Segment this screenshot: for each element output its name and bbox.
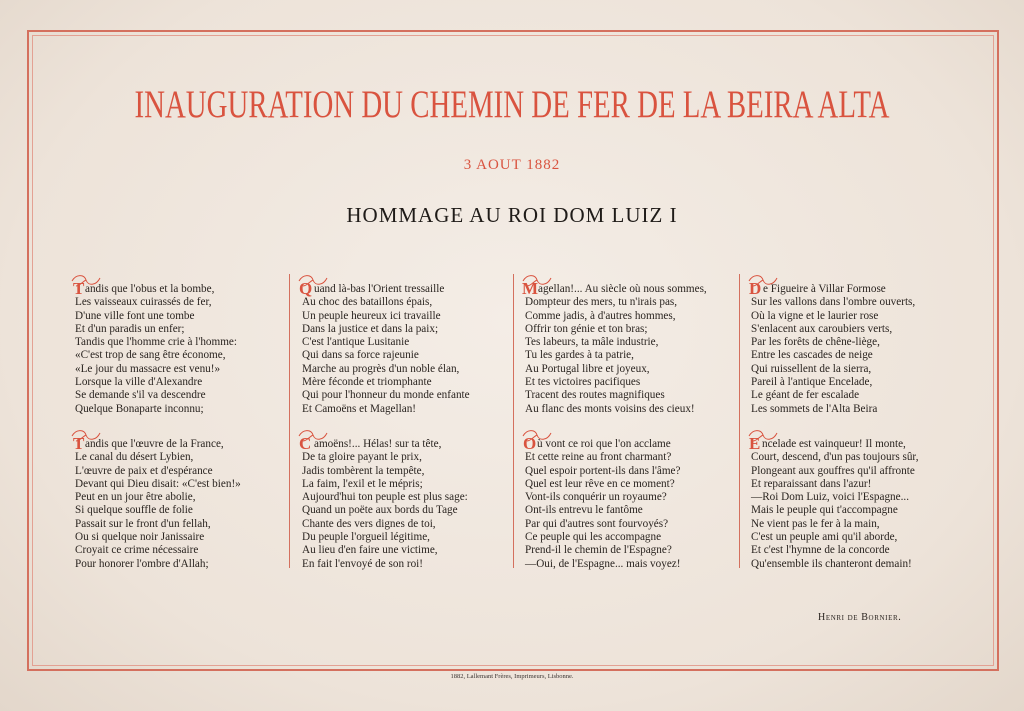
poem-line: e Figueire à Villar Formose — [763, 283, 886, 295]
poem-line: Et Camoëns et Magellan! — [302, 402, 417, 415]
poem-line: Comme jadis, à d'autres hommes, — [525, 309, 676, 322]
drop-cap: E — [749, 434, 761, 453]
poem-line: Par les forêts de chêne-liège, — [751, 336, 880, 349]
poem-line: Entre les cascades de neige — [751, 349, 873, 362]
poster-date: 3 AOUT 1882 — [463, 157, 561, 173]
poem-line: C'est un peuple ami qu'il aborde, — [751, 531, 898, 544]
poem-line: Quelque Bonaparte inconnu; — [75, 402, 204, 415]
poem-stanza — [75, 283, 237, 416]
column-divider — [513, 274, 514, 568]
poem-line: Le canal du désert Lybien, — [75, 451, 194, 464]
poem-line: amoëns!... Hélas! sur ta tête, — [314, 438, 442, 450]
poem-line: D'une ville font une tombe — [75, 309, 195, 322]
poem-stanza — [525, 283, 707, 416]
poem-line: Au lieu d'en faire une victime, — [302, 544, 438, 557]
drop-cap: D — [749, 279, 762, 298]
poem-line: Par qui d'autres sont fourvoyés? — [525, 517, 669, 530]
poem-line: Ce peuple qui les accompagne — [525, 531, 662, 544]
poem-line: Plongeant aux gouffres qu'il affronte — [751, 464, 915, 477]
poem-line: Jadis tombèrent la tempête, — [302, 464, 425, 477]
drop-cap: T — [73, 434, 85, 453]
poem-line: «C'est trop de sang être économe, — [75, 349, 226, 362]
poem-line: S'enlacent aux caroubiers verts, — [751, 322, 893, 335]
author-signature: Henri de Bornier. — [818, 612, 902, 623]
poem-line: Pareil à l'antique Encelade, — [751, 376, 873, 389]
poster-title: INAUGURATION DU CHEMIN DE FER DE LA BEIRA ALTA — [134, 83, 890, 126]
poem-line: Prend-il le chemin de l'Espagne? — [525, 544, 672, 557]
poem-line: La faim, l'exil et le mépris; — [302, 477, 423, 490]
poem-line: Quel espoir portent-ils dans l'âme? — [525, 464, 681, 477]
drop-cap: M — [522, 279, 539, 298]
poem-line: Chante des vers dignes de toi, — [302, 517, 436, 530]
poem-line: Au flanc des monts voisins des cieux! — [525, 402, 695, 415]
poem-line: agellan!... Au siècle où nous sommes, — [538, 283, 707, 295]
poem-line: Marche au progrès d'un noble élan, — [302, 362, 460, 375]
poem-line: —Oui, de l'Espagne... mais voyez! — [525, 557, 681, 570]
poem-line: Dans la justice et dans la paix; — [302, 322, 439, 335]
poem-line: Et c'est l'hymne de la concorde — [751, 544, 890, 557]
poem-line: Ne vient pas le fer à la main, — [751, 517, 880, 530]
poem-line: Dompteur des mers, tu n'irais pas, — [525, 296, 678, 309]
poem-line: Se demande s'il va descendre — [75, 389, 206, 402]
poem-line: Qui ruissellent de la sierra, — [751, 362, 872, 375]
column-divider — [289, 274, 290, 568]
poem-line: Et cette reine au front charmant? — [525, 451, 672, 464]
poem-line: Tracent des routes magnifiques — [525, 389, 665, 402]
poem-line: Mère féconde et triomphante — [302, 376, 432, 389]
poem-line: Sur les vallons dans l'ombre ouverts, — [751, 296, 916, 309]
drop-cap: Q — [299, 279, 313, 298]
poem-line: Mais le peuple qui t'accompagne — [751, 504, 898, 517]
column-divider — [739, 274, 740, 568]
poem-line: Croyait ce crime nécessaire — [75, 544, 199, 557]
poem-line: Où la vigne et le laurier rose — [751, 309, 879, 322]
poem-line: andis que l'obus et la bombe, — [85, 283, 215, 295]
poem-line: Quand un poëte aux bords du Tage — [302, 504, 458, 517]
poem-line: Quel est leur rêve en ce moment? — [525, 477, 675, 490]
poem-line: Lorsque la ville d'Alexandre — [75, 376, 203, 389]
poem-line: Les vaisseaux cuirassés de fer, — [75, 296, 212, 309]
drop-cap: T — [73, 279, 85, 298]
poem-stanza — [302, 438, 468, 571]
printer-imprint: 1882, Lallemant Frères, Imprimeurs, Lisbonne. — [450, 673, 574, 680]
poem-line: Et tes victoires pacifiques — [525, 376, 641, 389]
poem-line: Les sommets de l'Alta Beira — [751, 402, 878, 415]
drop-cap: O — [523, 434, 537, 453]
poem-stanza — [302, 283, 470, 416]
poem-line: Et reparaissant dans l'azur! — [751, 477, 872, 490]
poem-line: Qu'ensemble ils chanteront demain! — [751, 557, 912, 570]
poem-stanza — [75, 438, 241, 571]
poem-line: Le géant de fer escalade — [751, 389, 860, 402]
poem-line: ncelade est vainqueur! Il monte, — [762, 438, 906, 450]
poem-line: Si quelque souffle de folie — [75, 504, 193, 517]
poem-line: Ou si quelque noir Janissaire — [75, 531, 205, 544]
poem-line: Court, descend, d'un pas toujours sûr, — [751, 451, 919, 464]
poem-line: «Le jour du massacre est venu!» — [75, 362, 221, 375]
poem-line: Tes labeurs, ta mâle industrie, — [525, 336, 659, 349]
poem-line: Aujourd'hui ton peuple est plus sage: — [302, 491, 468, 504]
poem-line: C'est l'antique Lusitanie — [302, 336, 410, 349]
poem-line: De ta gloire payant le prix, — [302, 451, 422, 464]
poem-line: andis que l'œuvre de la France, — [85, 438, 224, 450]
poem-line: Au Portugal libre et joyeux, — [525, 362, 650, 375]
poem-line: Du peuple l'orgueil légitime, — [302, 531, 430, 544]
poem-line: L'œuvre de paix et d'espérance — [75, 464, 213, 477]
poem-line: Devant qui Dieu disait: «C'est bien!» — [75, 477, 241, 490]
poem-line: Peut en un jour être abolie, — [75, 491, 196, 504]
poem-line: Un peuple heureux ici travaille — [302, 309, 441, 322]
poem-line: Vont-ils conquérir un royaume? — [525, 491, 667, 504]
poem-stanza — [751, 438, 919, 571]
poem-line: Et d'un paradis un enfer; — [75, 322, 185, 335]
poem-line: Qui dans sa force rajeunie — [302, 349, 419, 362]
poem-line: Ont-ils entrevu le fantôme — [525, 504, 643, 517]
poem-line: —Roi Dom Luiz, voici l'Espagne... — [751, 491, 909, 504]
poster-subtitle: HOMMAGE AU ROI DOM LUIZ I — [346, 203, 678, 227]
poem-line: Au choc des bataillons épais, — [302, 296, 433, 309]
poem-line: ù vont ce roi que l'on acclame — [537, 438, 671, 450]
drop-cap: C — [299, 434, 312, 453]
poem-line: En fait l'envoyé de son roi! — [302, 557, 424, 570]
poem-line: Tu les gardes à ta patrie, — [525, 349, 634, 362]
poem-line: Offrir ton génie et ton bras; — [525, 322, 648, 335]
poem-line: Qui pour l'honneur du monde enfante — [302, 389, 470, 402]
poem-line: uand là-bas l'Orient tressaille — [314, 283, 445, 295]
poem-line: Tandis que l'homme crie à l'homme: — [75, 336, 238, 349]
poem-line: Pour honorer l'ombre d'Allah; — [75, 557, 209, 570]
poem-stanza — [751, 283, 915, 416]
poem-line: Passait sur le front d'un fellah, — [75, 517, 211, 530]
poem-stanza — [525, 438, 681, 571]
